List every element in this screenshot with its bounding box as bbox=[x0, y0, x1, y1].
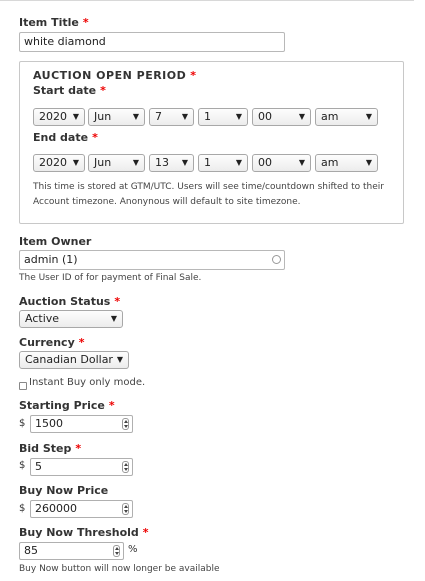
auction-status-select[interactable]: Active ▼ bbox=[19, 310, 123, 328]
start-day-select[interactable]: 7 ▼ bbox=[149, 108, 194, 126]
instant-buy-label: Instant Buy only mode. bbox=[29, 377, 146, 388]
chevron-down-icon: ▼ bbox=[181, 112, 188, 121]
top-divider bbox=[0, 0, 414, 1]
instant-buy-checkbox[interactable] bbox=[19, 382, 27, 390]
start-month-select[interactable]: Jun ▼ bbox=[88, 108, 145, 126]
chevron-down-icon: ▼ bbox=[72, 112, 79, 121]
timezone-help-line2: Account timezone. Anonynous will default to site timezone. bbox=[33, 197, 301, 207]
buy-now-price-currency-prefix: $ bbox=[19, 503, 26, 514]
chevron-down-icon: ▼ bbox=[298, 112, 305, 121]
chevron-down-icon: ▼ bbox=[181, 158, 188, 167]
chevron-down-icon: ▼ bbox=[132, 112, 139, 121]
starting-price-currency-prefix: $ bbox=[19, 418, 26, 429]
start-ampm-select[interactable]: am ▼ bbox=[315, 108, 378, 126]
chevron-down-icon: ▼ bbox=[235, 112, 242, 121]
item-owner-label: Item Owner bbox=[19, 235, 92, 248]
end-minute-select[interactable]: 00 ▼ bbox=[252, 154, 311, 172]
buy-now-threshold-help: Buy Now button will now longer be available bbox=[19, 564, 220, 574]
end-year-select[interactable]: 2020 ▼ bbox=[33, 154, 85, 172]
stepper-arrows-icon[interactable] bbox=[122, 418, 129, 430]
bid-step-label: Bid Step * bbox=[19, 442, 82, 455]
item-title-label: Item Title * bbox=[19, 16, 89, 29]
starting-price-input[interactable]: 1500 bbox=[30, 415, 133, 433]
end-date-label: End date * bbox=[33, 131, 98, 144]
chevron-down-icon: ▼ bbox=[365, 112, 372, 121]
buy-now-price-label: Buy Now Price bbox=[19, 484, 109, 497]
item-owner-help: The User ID of for payment of Final Sale. bbox=[19, 273, 202, 283]
item-title-input[interactable]: white diamond bbox=[19, 32, 285, 52]
chevron-down-icon: ▼ bbox=[298, 158, 305, 167]
chevron-down-icon: ▼ bbox=[132, 158, 139, 167]
start-minute-select[interactable]: 00 ▼ bbox=[252, 108, 311, 126]
buy-now-threshold-label: Buy Now Threshold * bbox=[19, 526, 149, 539]
end-hour-select[interactable]: 1 ▼ bbox=[198, 154, 248, 172]
percent-suffix: % bbox=[128, 544, 138, 555]
currency-select[interactable]: Canadian Dollar ▼ bbox=[19, 351, 129, 369]
bid-step-currency-prefix: $ bbox=[19, 460, 26, 471]
chevron-down-icon: ▼ bbox=[116, 355, 123, 364]
starting-price-label: Starting Price * bbox=[19, 399, 115, 412]
chevron-down-icon: ▼ bbox=[72, 158, 79, 167]
end-month-select[interactable]: Jun ▼ bbox=[88, 154, 145, 172]
start-year-select[interactable]: 2020 ▼ bbox=[33, 108, 85, 126]
timezone-help-line1: This time is stored at GTM/UTC. Users will see time/countdown shifted to their bbox=[33, 182, 384, 192]
end-day-select[interactable]: 13 ▼ bbox=[149, 154, 194, 172]
auction-status-label: Auction Status * bbox=[19, 295, 121, 308]
end-ampm-select[interactable]: am ▼ bbox=[315, 154, 378, 172]
chevron-down-icon: ▼ bbox=[365, 158, 372, 167]
auction-open-period-legend: AUCTION OPEN PERIOD * bbox=[33, 69, 197, 82]
bid-step-input[interactable]: 5 bbox=[30, 458, 133, 476]
buy-now-price-input[interactable]: 260000 bbox=[30, 500, 133, 518]
stepper-arrows-icon[interactable] bbox=[122, 503, 129, 515]
autocomplete-throbber-icon bbox=[272, 255, 281, 264]
item-owner-autocomplete[interactable]: admin (1) bbox=[19, 250, 285, 270]
chevron-down-icon: ▼ bbox=[235, 158, 242, 167]
buy-now-threshold-input[interactable]: 85 bbox=[19, 542, 124, 560]
chevron-down-icon: ▼ bbox=[110, 314, 117, 323]
start-hour-select[interactable]: 1 ▼ bbox=[198, 108, 248, 126]
start-date-label: Start date * bbox=[33, 84, 106, 97]
stepper-arrows-icon[interactable] bbox=[122, 461, 129, 473]
currency-label: Currency * bbox=[19, 336, 85, 349]
stepper-arrows-icon[interactable] bbox=[113, 545, 120, 557]
